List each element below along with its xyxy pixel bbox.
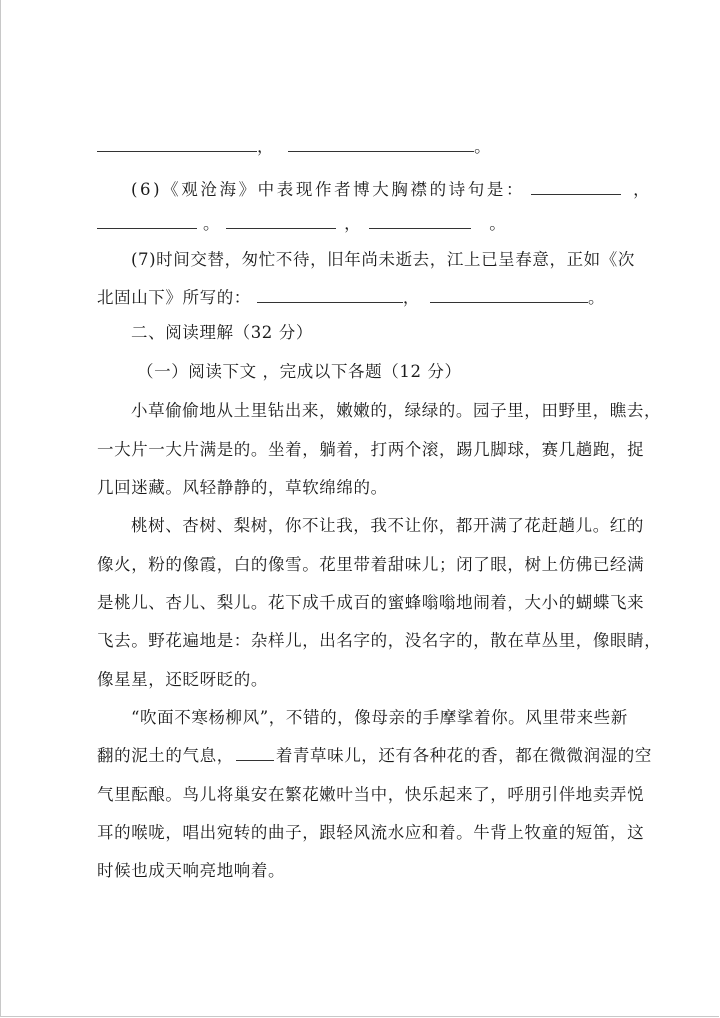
answer-blank[interactable] [97,214,197,229]
passage-line: 桃树、杏树、梨树，你不让我，我不让你，都开满了花赶趟儿。红的 [131,516,644,535]
passage-line: 时候也成天响亮地响着。 [97,861,286,880]
passage-line: 是桃儿、杏儿、梨儿。花下成千成百的蜜蜂嗡嗡地闹着，大小的蝴蝶飞来 [97,593,645,612]
answer-blank[interactable] [226,214,336,229]
period: 。 [474,137,492,156]
comma: ， [257,137,275,156]
comma: ， [344,214,362,233]
question-7-prompt: 北固山下》所写的： [97,288,251,307]
answer-blank[interactable] [288,137,474,152]
answer-blank[interactable] [531,180,621,195]
answer-blank[interactable] [97,137,257,152]
sub-heading: （一）阅读下文 ，完成以下各题（12 分） [137,362,462,381]
answer-blank[interactable] [430,288,588,303]
passage-line: 一大片一大片满是的。坐着，躺着，打两个滚，踢几脚球，赛几趟跑，捉 [97,440,645,459]
question-6-line1 [131,180,658,200]
passage-text: 翻的泥土的气息， [97,746,234,765]
passage-line: 像火，粉的像霞，白的像雪。花里带着甜味儿；闭了眼，树上仿佛已经满 [97,555,645,574]
passage-line: 耳的喉咙，唱出宛转的曲子，跟轻风流水应和着。牛背上牧童的短笛，这 [97,823,645,842]
answer-blank[interactable] [369,214,471,229]
passage-line: 像星星，还眨呀眨的。 [97,670,268,689]
answer-blank[interactable] [236,746,274,761]
passage-text: 着青草味儿，还有各种花的香，都在微微润湿的空 [275,746,653,765]
comma: ， [402,288,421,307]
passage-line: 飞去。野花遍地是：杂样儿，出名字的，没名字的，散在草丛里，像眼睛， [97,631,662,650]
question-7-line2 [97,288,605,308]
passage-line: 小草偷偷地从土里钻出来，嫩嫩的，绿绿的。园子里，田野里，瞧去， [131,401,662,420]
period: 。 [203,214,221,233]
section-heading: 二、阅读理解（32 分） [131,323,313,342]
passage-line: 气里酝酿。鸟儿将巢安在繁花嫩叶当中，快乐起来了，呼朋引伴地卖弄悦 [97,785,645,804]
passage-line: “吹面不寒杨柳风”，不错的，像母亲的手摩挲着你。风里带来些新 [131,708,628,727]
period: 。 [588,288,606,307]
period: 。 [489,214,507,233]
fill-in-line-top [97,137,491,157]
passage-line [97,746,652,766]
passage-line: 几回迷藏。风轻静静的，草软绵绵的。 [97,478,388,497]
comma: ， [633,180,653,199]
answer-blank[interactable] [257,288,403,303]
question-6-prompt: (6)《观沧海》中表现作者博大胸襟的诗句是： [131,180,526,199]
question-6-line2 [97,214,512,234]
question-7-line1: (7)时间交替，匆忙不待，旧年尚未逝去，江上已呈春意，正如《次 [131,250,635,269]
